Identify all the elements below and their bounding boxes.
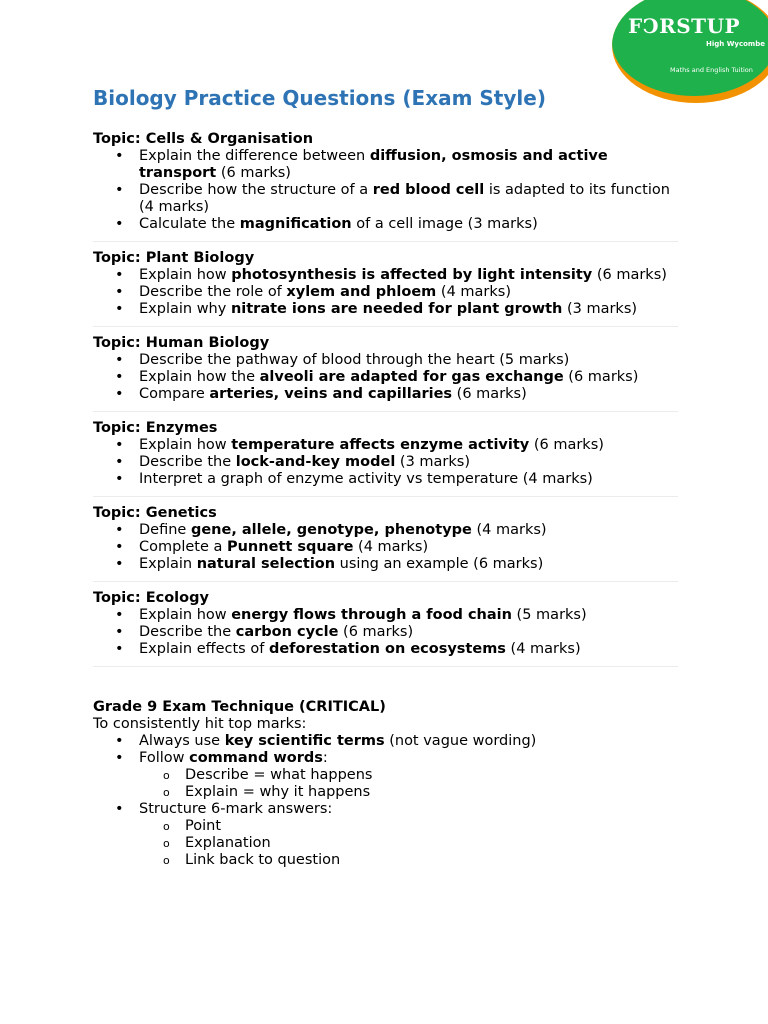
item-text: (4 marks) <box>353 539 429 555</box>
bullet-mark: • <box>115 539 124 555</box>
topic-heading: Topic: Enzymes <box>93 420 218 436</box>
bullet-mark: • <box>115 301 124 317</box>
item-text: (3 marks) <box>395 454 470 470</box>
topic-section <box>93 335 678 412</box>
item-text: of a cell image (3 marks) <box>351 216 538 232</box>
item-text: Calculate the <box>139 216 240 232</box>
bullet-mark: • <box>115 454 124 470</box>
item-text: Describe the role of <box>139 284 287 300</box>
item-keyword: red blood cell <box>372 182 485 198</box>
bullet-mark: • <box>115 216 124 232</box>
list-item <box>93 733 678 750</box>
bullet-mark: • <box>115 182 124 198</box>
item-text: Describe the pathway of blood through the heart (5 marks) <box>139 352 570 368</box>
item-keyword: nitrate ions are needed for plant growth <box>230 301 563 317</box>
item-text: (5 marks) <box>511 607 587 623</box>
item-text: Follow <box>139 750 190 766</box>
bullet-mark: • <box>115 801 124 817</box>
item-text: (6 marks) <box>216 165 291 181</box>
bullet-mark: • <box>115 386 124 402</box>
bullet-mark: • <box>115 437 124 453</box>
sub-bullet-mark: o <box>163 820 170 833</box>
list-item <box>93 556 678 573</box>
item-text: Describe = what happens <box>185 767 373 783</box>
item-keyword: gene, allele, genotype, phenotype <box>190 522 472 538</box>
item-text: Explain how <box>139 267 232 283</box>
item-keyword: xylem and phloem <box>286 284 437 300</box>
topic-section <box>93 420 678 497</box>
item-text: using an example (6 marks) <box>335 556 544 572</box>
item-text: Explain why <box>139 301 231 317</box>
item-keyword: energy flows through a food chain <box>231 607 512 623</box>
topic-section <box>93 590 678 667</box>
bullet-mark: • <box>115 471 124 487</box>
item-text: (6 marks) <box>452 386 527 402</box>
list-item <box>93 471 678 488</box>
list-item <box>93 284 678 301</box>
list-item <box>93 641 678 658</box>
list-item <box>93 369 678 386</box>
item-keyword: alveoli are adapted for gas exchange <box>259 369 564 385</box>
item-keyword: photosynthesis is affected by light intensity <box>231 267 593 283</box>
item-text: Explain the difference between <box>139 148 370 164</box>
list-item <box>93 801 678 818</box>
topic-heading: Topic: Plant Biology <box>93 250 255 266</box>
item-text: Describe the <box>139 624 236 640</box>
topic-heading: Topic: Cells & Organisation <box>93 131 314 147</box>
bullet-mark: • <box>115 641 124 657</box>
technique-heading: Grade 9 Exam Technique (CRITICAL) <box>93 699 386 715</box>
list-item <box>93 750 678 767</box>
list-item <box>93 148 678 182</box>
bullet-mark: • <box>115 624 124 640</box>
item-text: Interpret a graph of enzyme activity vs temperature (4 marks) <box>139 471 593 487</box>
item-text: Explain <box>139 556 197 572</box>
item-keyword: carbon cycle <box>235 624 339 640</box>
item-text: (6 marks) <box>592 267 667 283</box>
item-text: Describe the <box>139 454 236 470</box>
item-text: Explain how <box>139 437 232 453</box>
topic-section <box>93 505 678 582</box>
item-text: (6 marks) <box>338 624 414 640</box>
sub-list-item <box>93 767 678 784</box>
item-text: Complete a <box>139 539 227 555</box>
item-text: is adapted to its function (4 marks) <box>139 182 670 215</box>
item-text: (4 marks) <box>505 641 581 657</box>
item-text: Explain how <box>139 607 232 623</box>
item-text: Define <box>139 522 191 538</box>
item-text: (3 marks) <box>562 301 638 317</box>
sub-bullet-mark: o <box>163 786 170 799</box>
sub-bullet-mark: o <box>163 854 170 867</box>
bullet-mark: • <box>115 284 124 300</box>
item-keyword: deforestation on ecosystems <box>268 641 506 657</box>
item-text: Explain effects of <box>139 641 269 657</box>
list-item <box>93 216 678 233</box>
list-item <box>93 607 678 624</box>
list-item <box>93 301 678 318</box>
list-item <box>93 437 678 454</box>
item-text: : <box>322 750 328 766</box>
list-item <box>93 182 678 216</box>
item-text: (not vague wording) <box>384 733 537 749</box>
logo-title: FↃRSTUP <box>628 14 741 38</box>
topic-heading: Topic: Human Biology <box>93 335 270 351</box>
sub-list-item <box>93 835 678 852</box>
bullet-mark: • <box>115 352 124 368</box>
item-text: (4 marks) <box>436 284 511 300</box>
list-item <box>93 539 678 556</box>
item-text: Link back to question <box>185 852 341 868</box>
bullet-mark: • <box>115 556 124 572</box>
item-keyword: arteries, veins and capillaries <box>209 386 453 402</box>
item-text: Compare <box>139 386 210 402</box>
list-item <box>93 386 678 403</box>
bullet-mark: • <box>115 522 124 538</box>
bullet-mark: • <box>115 267 124 283</box>
item-text: Explanation <box>185 835 271 851</box>
bullet-mark: • <box>115 733 124 749</box>
document-body <box>93 131 678 885</box>
item-text: Describe how the structure of a <box>139 182 373 198</box>
logo-subtitle: High Wycombe <box>706 40 765 48</box>
list-item <box>93 352 678 369</box>
list-item <box>93 454 678 471</box>
item-text: Always use <box>139 733 225 749</box>
item-keyword: natural selection <box>196 556 336 572</box>
item-text: (6 marks) <box>529 437 604 453</box>
topic-heading: Topic: Ecology <box>93 590 209 606</box>
topic-section <box>93 131 678 242</box>
item-keyword: key scientific terms <box>224 733 385 749</box>
item-keyword: temperature affects enzyme activity <box>231 437 530 453</box>
bullet-mark: • <box>115 750 124 766</box>
list-item <box>93 522 678 539</box>
topic-heading: Topic: Genetics <box>93 505 217 521</box>
technique-intro: To consistently hit top marks: <box>93 716 307 732</box>
sub-list-item <box>93 852 678 869</box>
sub-list-item <box>93 784 678 801</box>
firstup-logo <box>612 0 768 103</box>
item-text: Explain = why it happens <box>185 784 371 800</box>
bullet-mark: • <box>115 369 124 385</box>
page-title: Biology Practice Questions (Exam Style) <box>93 86 546 110</box>
technique-section <box>93 699 678 877</box>
topic-section <box>93 250 678 327</box>
bullet-mark: • <box>115 148 124 164</box>
item-text: Point <box>185 818 222 834</box>
logo-badge <box>612 0 768 96</box>
item-text: Explain how the <box>139 369 260 385</box>
logo-tagline: Maths and English Tuition <box>670 66 753 74</box>
item-text: (4 marks) <box>471 522 547 538</box>
spacer <box>93 675 678 699</box>
sub-bullet-mark: o <box>163 837 170 850</box>
sub-list-item <box>93 818 678 835</box>
item-keyword: diffusion, osmosis and active transport <box>139 148 608 181</box>
item-keyword: magnification <box>239 216 352 232</box>
list-item <box>93 624 678 641</box>
item-keyword: Punnett square <box>226 539 354 555</box>
item-keyword: command words <box>189 750 323 766</box>
item-text: Structure 6-mark answers: <box>139 801 333 817</box>
sub-bullet-mark: o <box>163 769 170 782</box>
item-text: (6 marks) <box>563 369 639 385</box>
bullet-mark: • <box>115 607 124 623</box>
list-item <box>93 267 678 284</box>
item-keyword: lock-and-key model <box>235 454 396 470</box>
